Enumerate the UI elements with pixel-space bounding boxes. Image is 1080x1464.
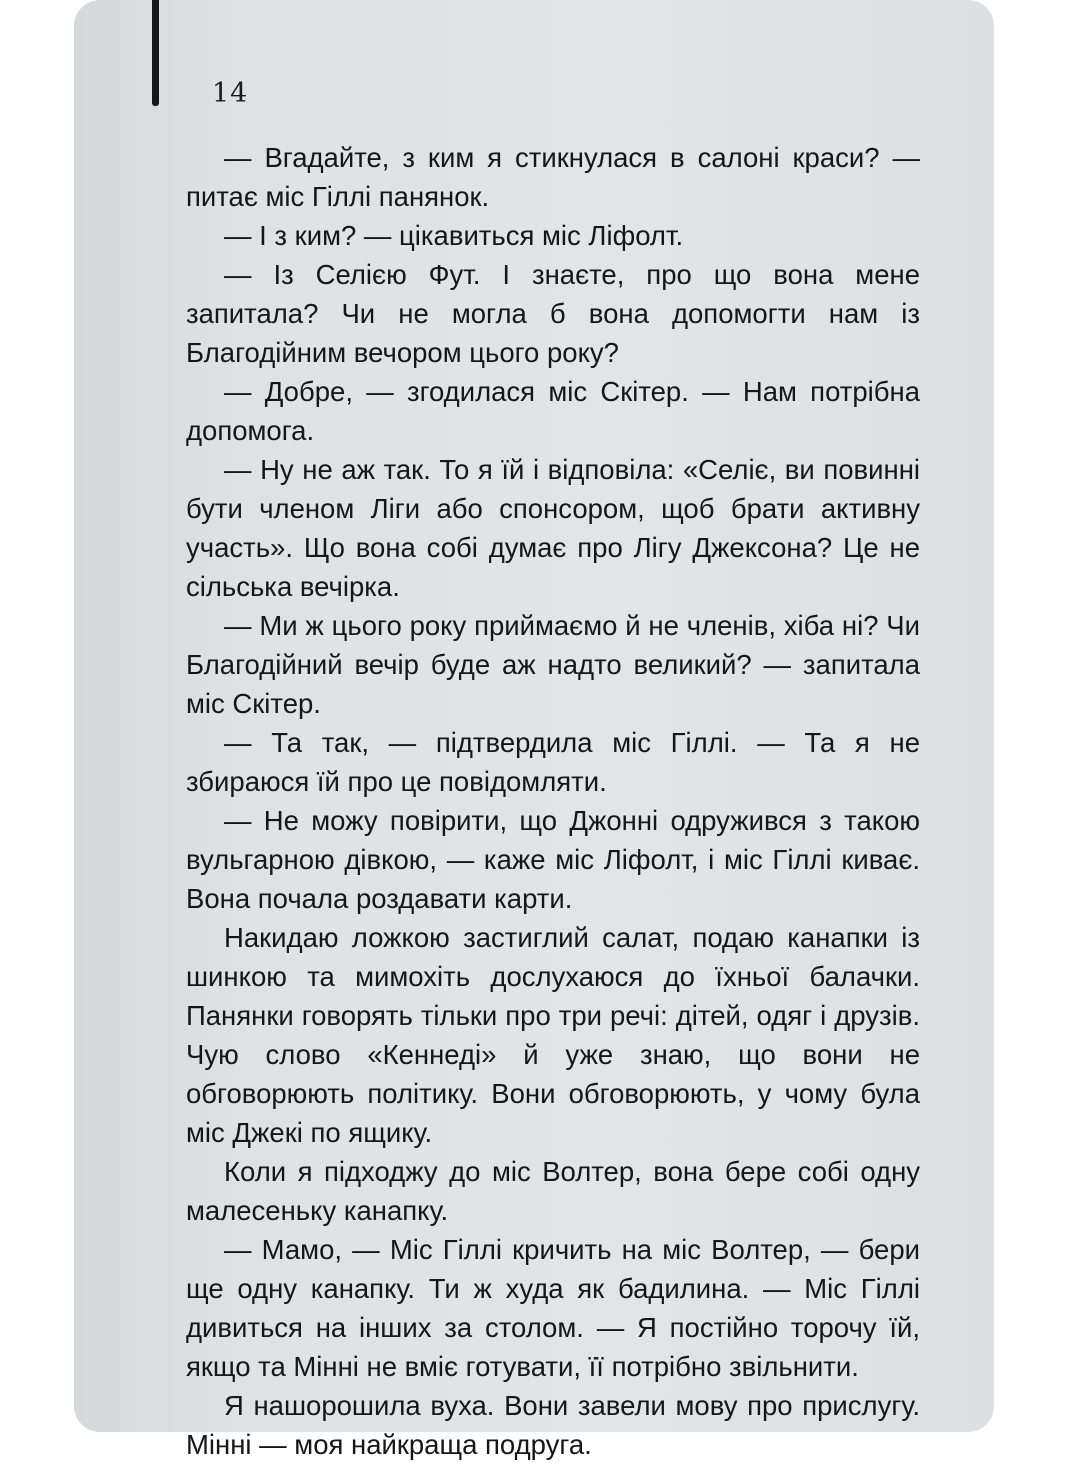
paragraph-7: — Та так, — підтвердила міс Гіллі. — Та я не збираюся їй про це повідомляти. [186, 727, 920, 797]
paragraph-4: — Добре, — згодилася міс Скітер. — Нам потрібна допомога. [186, 376, 920, 446]
paragraph-6: — Ми ж цього року приймаємо й не членів, хіба ні? Чи Благодійний вечір буде аж надто великий? — запитала міс Скітер. [186, 610, 920, 719]
paragraph-1: — Вгадайте, з ким я стикнулася в салоні краси? — питає міс Гіллі панянок. [186, 142, 920, 212]
book-page [74, 0, 994, 1460]
page-number: 14 [212, 78, 249, 109]
paragraph-11: — Мамо, — Міс Гіллі кричить на міс Волтер, — бери ще одну канапку. Ти ж худа як бадилина. — Міс Гіллі дивиться на інших за столом. — Я постійно торочу їй, якщо та Мінні не вміє готувати, її потрібно звільнити. [186, 1234, 920, 1382]
paragraph-10: Коли я підходжу до міс Волтер, вона бере собі одну малесеньку канапку. [186, 1156, 920, 1226]
paragraph-3: — Із Селією Фут. І знаєте, про що вона мене запитала? Чи не могла б вона допомогти нам із Благодійним вечором цього року? [186, 259, 920, 368]
paragraph-9: Накидаю ложкою застиглий салат, подаю канапки із шинкою та мимохіть дослухаюся до їхньої балачки. Панянки говорять тільки про три речі: дітей, одяг і друзів. Чую слово «Кеннеді» й уже знаю, що вони не обговорюють політику. Вони обговорюють, у чому була міс Джекі по ящику. [186, 922, 920, 1148]
paragraph-2: — І з ким? — цікавиться міс Ліфолт. [224, 220, 684, 251]
body-text [186, 138, 920, 1464]
page-edge-mark [152, 0, 159, 106]
paragraph-5: — Ну не аж так. То я їй і відповіла: «Селіє, ви повинні бути членом Ліги або спонсором, щоб брати активну участь». Що вона собі думає про Лігу Джексона? Це не сільська вечірка. [186, 454, 920, 602]
paragraph-8: — Не можу повірити, що Джонні одружився з такою вульгарною дівкою, — каже міс Ліфолт, і міс Гіллі киває. Вона почала роздавати карти. [186, 805, 920, 914]
paragraph-12: Я нашорошила вуха. Вони завели мову про прислугу. Мінні — моя найкраща подруга. [186, 1390, 920, 1460]
